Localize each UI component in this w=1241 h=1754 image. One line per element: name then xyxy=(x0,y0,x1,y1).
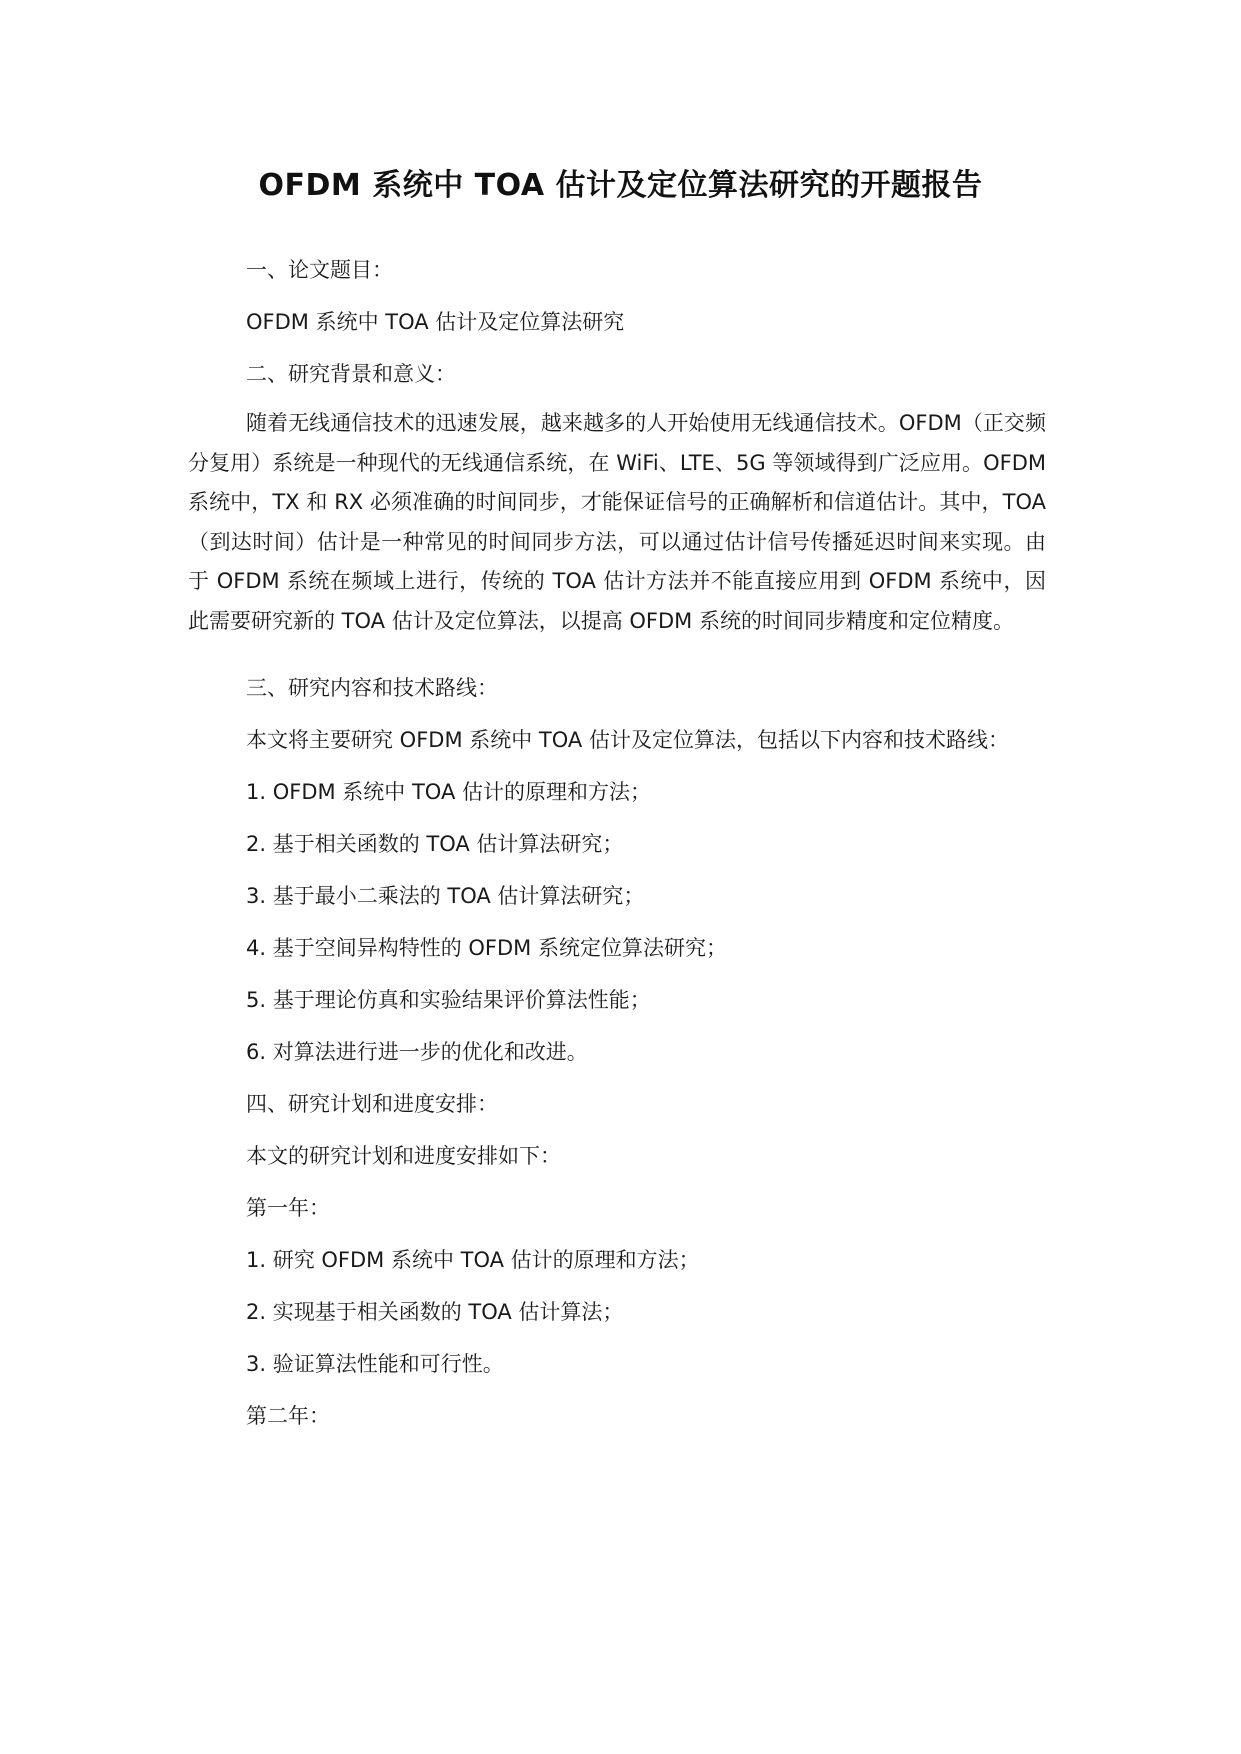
section3-heading: 三、研究内容和技术路线： xyxy=(246,676,498,700)
section4-intro: 本文的研究计划和进度安排如下： xyxy=(246,1144,561,1168)
year2-heading: 第二年： xyxy=(246,1404,330,1428)
document-title: OFDM 系统中 TOA 估计及定位算法研究的开题报告 xyxy=(258,168,983,203)
list-item: 1. 研究 OFDM 系统中 TOA 估计的原理和方法； xyxy=(246,1248,700,1272)
section2-paragraph: 随着无线通信技术的迅速发展，越来越多的人开始使用无线通信技术。OFDM（正交频分复用）系统是一种现代的无线通信系统，在 WiFi、LTE、5G 等领域得到广泛应用。OFDM 系统中，TX 和 RX 必须准确的时间同步，才能保证信号的正确解析和信道估计。其中，TOA（到达时间）估计是一种常见的时间同步方法，可以通过估计信号传播延迟时间来实现。由于 OFDM 系统在频域上进行，传统的 TOA 估计方法并不能直接应用到 OFDM 系统中，因此需要研究新的 TOA 估计及定位算法，以提高 OFDM 系统的时间同步精度和定位精度。 xyxy=(188,411,1046,633)
section1-text: OFDM 系统中 TOA 估计及定位算法研究 xyxy=(246,310,625,334)
section2-heading: 二、研究背景和意义： xyxy=(246,362,456,386)
list-item: 3. 验证算法性能和可行性。 xyxy=(246,1352,504,1376)
list-item: 5. 基于理论仿真和实验结果评价算法性能； xyxy=(246,988,651,1012)
list-item: 4. 基于空间异构特性的 OFDM 系统定位算法研究； xyxy=(246,936,727,960)
list-item: 1. OFDM 系统中 TOA 估计的原理和方法； xyxy=(246,780,651,804)
section1-heading: 一、论文题目： xyxy=(246,258,393,282)
list-item: 2. 实现基于相关函数的 TOA 估计算法； xyxy=(246,1300,624,1324)
section4-heading: 四、研究计划和进度安排： xyxy=(246,1092,498,1116)
list-item: 3. 基于最小二乘法的 TOA 估计算法研究； xyxy=(246,884,645,908)
year1-heading: 第一年： xyxy=(246,1196,330,1220)
section3-intro: 本文将主要研究 OFDM 系统中 TOA 估计及定位算法，包括以下内容和技术路线： xyxy=(246,728,1009,752)
list-item: 6. 对算法进行进一步的优化和改进。 xyxy=(246,1040,588,1064)
list-item: 2. 基于相关函数的 TOA 估计算法研究； xyxy=(246,832,624,856)
